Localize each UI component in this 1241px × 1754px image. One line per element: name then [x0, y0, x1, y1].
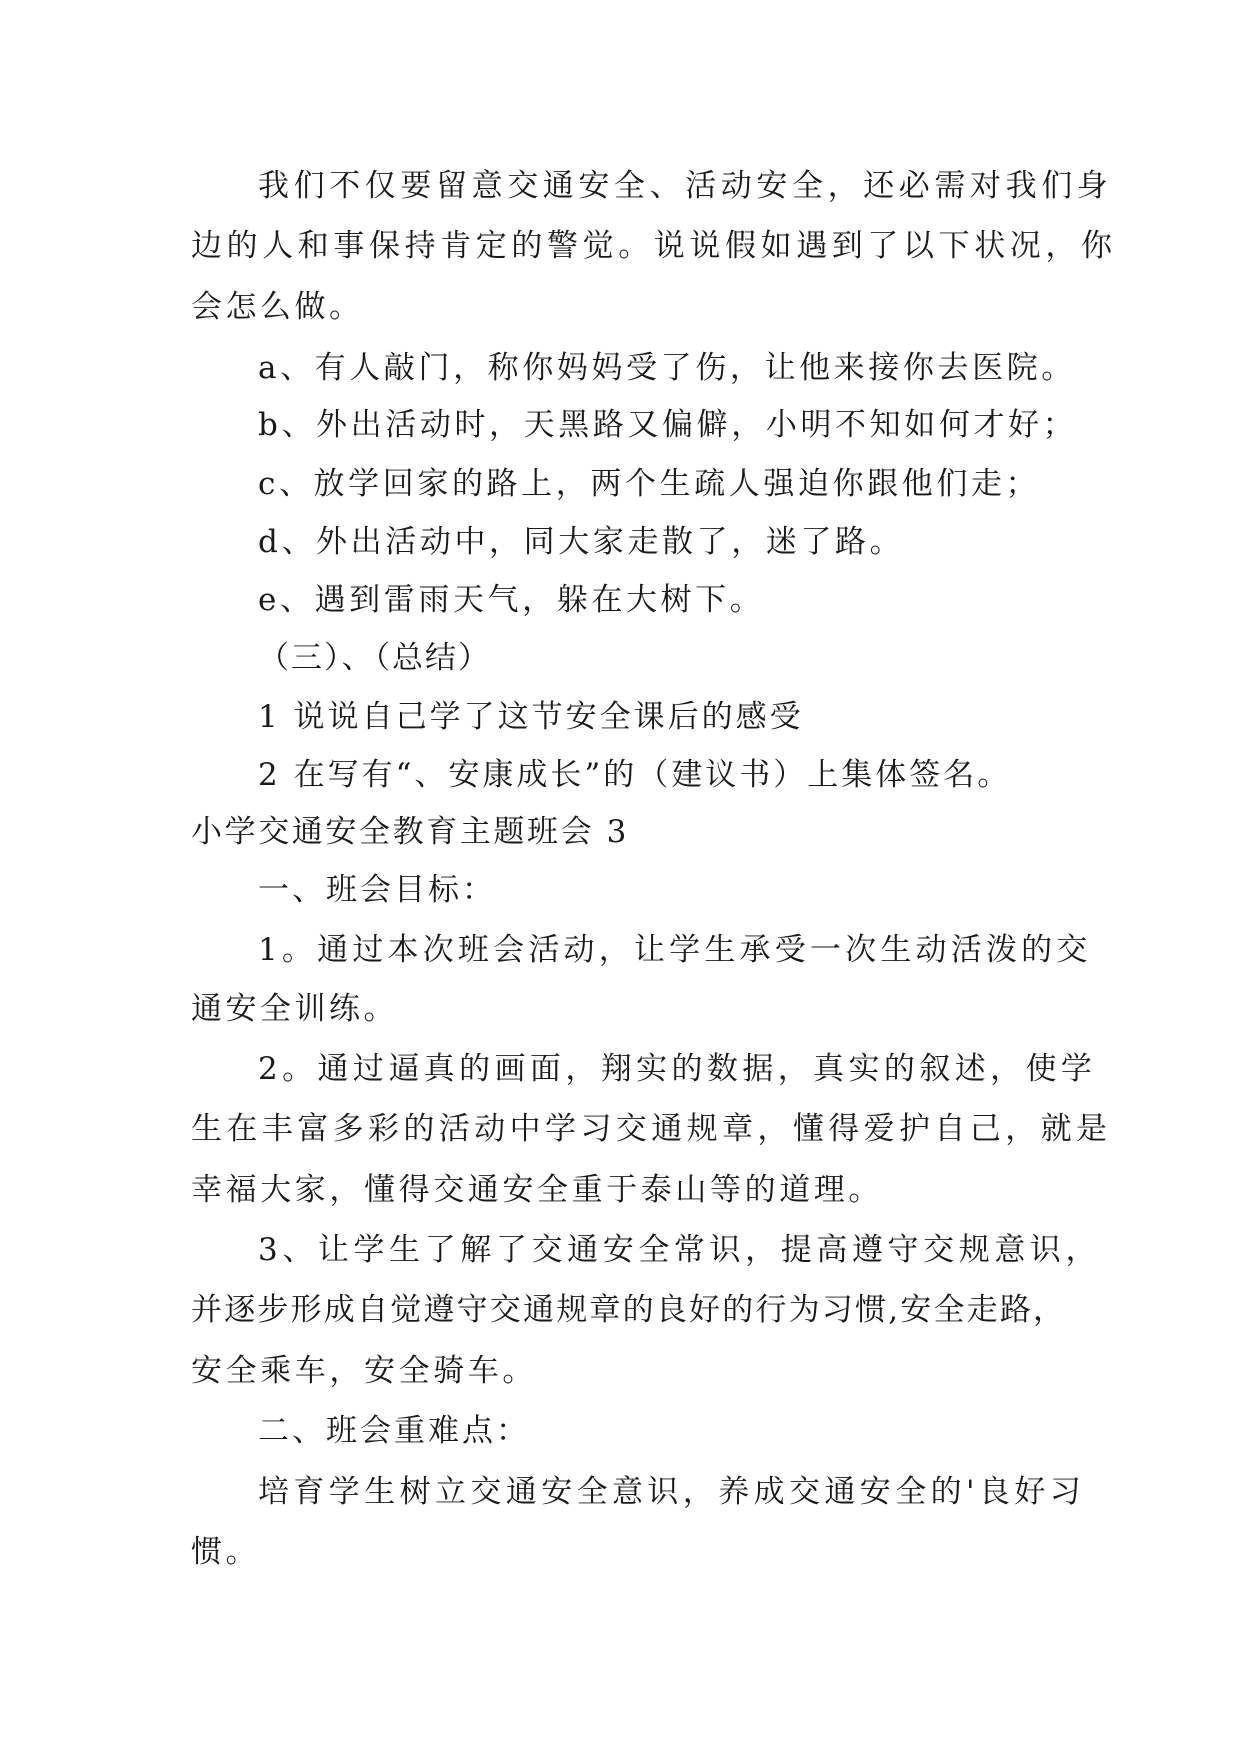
paragraph-line: 培育学生树立交通安全意识，养成交通安全的'良好习 — [258, 1474, 1086, 1510]
goal-item-2: 2。通过逼真的画面，翔实的数据，真实的叙述，使学 — [258, 1051, 1097, 1087]
goal-item-1: 1。通过本次班会活动，让学生承受一次生动活泼的交 — [258, 932, 1092, 968]
document-title: 小学交通安全教育主题班会 3 — [191, 814, 629, 850]
section-heading: 一、班会目标： — [258, 872, 496, 908]
paragraph-line: 边的人和事保持肯定的警觉。说说假如遇到了以下状况，你 — [191, 228, 1117, 264]
paragraph-line: 会怎么做。 — [191, 289, 364, 325]
paragraph-line: 安全乘车，安全骑车。 — [191, 1353, 537, 1389]
paragraph-line: 生在丰富多彩的活动中学习交通规章，懂得爱护自己，就是 — [191, 1111, 1112, 1147]
summary-item-2: 2 在写有“、安康成长”的（建议书）上集体签名。 — [258, 757, 1012, 793]
list-item-e: e、遇到雷雨天气，躲在大树下。 — [258, 582, 765, 618]
paragraph-line: 我们不仅要留意交通安全、活动安全，还必需对我们身 — [258, 168, 1113, 204]
section-heading: （三）、（总结） — [258, 640, 491, 676]
paragraph-line: 并逐步形成自觉遵守交通规章的良好的行为习惯,安全走路， — [191, 1292, 1067, 1328]
list-item-c: c、放学回家的路上，两个生疏人强迫你跟他们走； — [258, 466, 1041, 502]
list-item-a: a、有人敲门，称你妈妈受了伤，让他来接你去医院。 — [258, 350, 1076, 386]
section-heading: 二、班会重难点： — [258, 1413, 530, 1449]
goal-item-3: 3、让学生了解了交通安全常识，提高遵守交规意识， — [258, 1232, 1102, 1268]
summary-item-1: 1 说说自己学了这节安全课后的感受 — [258, 699, 804, 735]
paragraph-line: 惯。 — [191, 1534, 260, 1570]
list-item-d: d、外出活动中，同大家走散了，迷了路。 — [258, 524, 905, 560]
paragraph-line: 幸福大家，懂得交通安全重于泰山等的道理。 — [191, 1172, 883, 1208]
list-item-b: b、外出活动时，天黑路又偏僻，小明不知如何才好； — [258, 407, 1078, 443]
paragraph-line: 通安全训练。 — [191, 991, 398, 1027]
